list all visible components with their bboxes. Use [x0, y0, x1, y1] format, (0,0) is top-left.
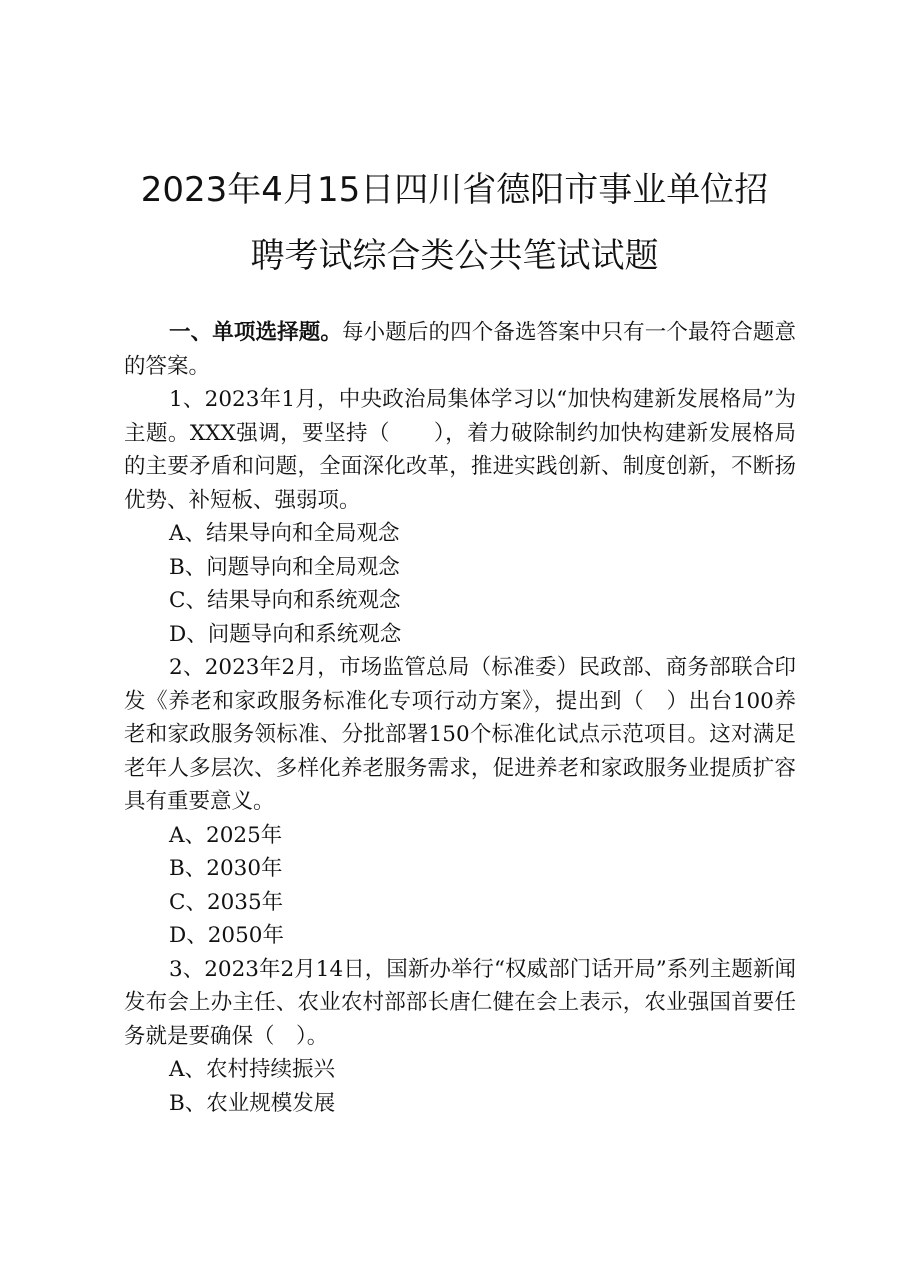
section-heading: 一、单项选择题。 [169, 320, 342, 345]
question-1-option-c: C、结果导向和系统观念 [169, 588, 401, 613]
question-2-option-d: D、2050年 [169, 923, 284, 948]
question-2-option-c: C、2035年 [169, 889, 284, 915]
question-3-text: 3、2023年2月14日，国新办举行“权威部门话开局”系列主题新闻发布会上办主任、农业农村部部长唐仁健在会上表示，农业强国首要任务就是要确保（ ）。 [124, 956, 796, 1049]
question-3-option-b: B、农业规模发展 [169, 1090, 336, 1116]
question-1-text: 1、2023年1月，中央政治局集体学习以“加快构建新发展格局”为主题。XXX强调，要坚持（ ），着力破除制约加快构建新发展格局的主要矛盾和问题，全面深化改革，推进实践创新、制度创新，不断扬优势、补短板、强弱项。 [124, 387, 796, 513]
question-2-option-b: B、2030年 [169, 856, 283, 881]
document-title-line-1: 2023年4月15日四川省德阳市事业单位招 [140, 170, 769, 210]
question-1-option-d: D、问题导向和系统观念 [169, 621, 402, 647]
question-1-option-a: A、结果导向和全局观念 [169, 521, 400, 546]
document-body [124, 316, 796, 1120]
question-2-option-a: A、2025年 [169, 822, 283, 848]
question-1-option-b: B、问题导向和全局观念 [169, 554, 400, 580]
question-3-option-a: A、农村持续振兴 [169, 1057, 336, 1082]
document-title-line-2: 聘考试综合类公共笔试试题 [250, 236, 659, 276]
question-2-text: 2、2023年2月，市场监管总局（标准委）民政部、商务部联合印发《养老和家政服务标准化专项行动方案》，提出到（ ）出台100养老和家政服务领标准、分批部署150个标准化试点示范项目。这对满足老年人多层次、多样化养老服务需求，促进养老和家政服务业提质扩容具有重要意义。 [124, 655, 796, 814]
section-intro [124, 316, 796, 383]
section-instruction: 每小题后的四个备选答案中只有一个最符合题意的答案。 [124, 320, 796, 379]
